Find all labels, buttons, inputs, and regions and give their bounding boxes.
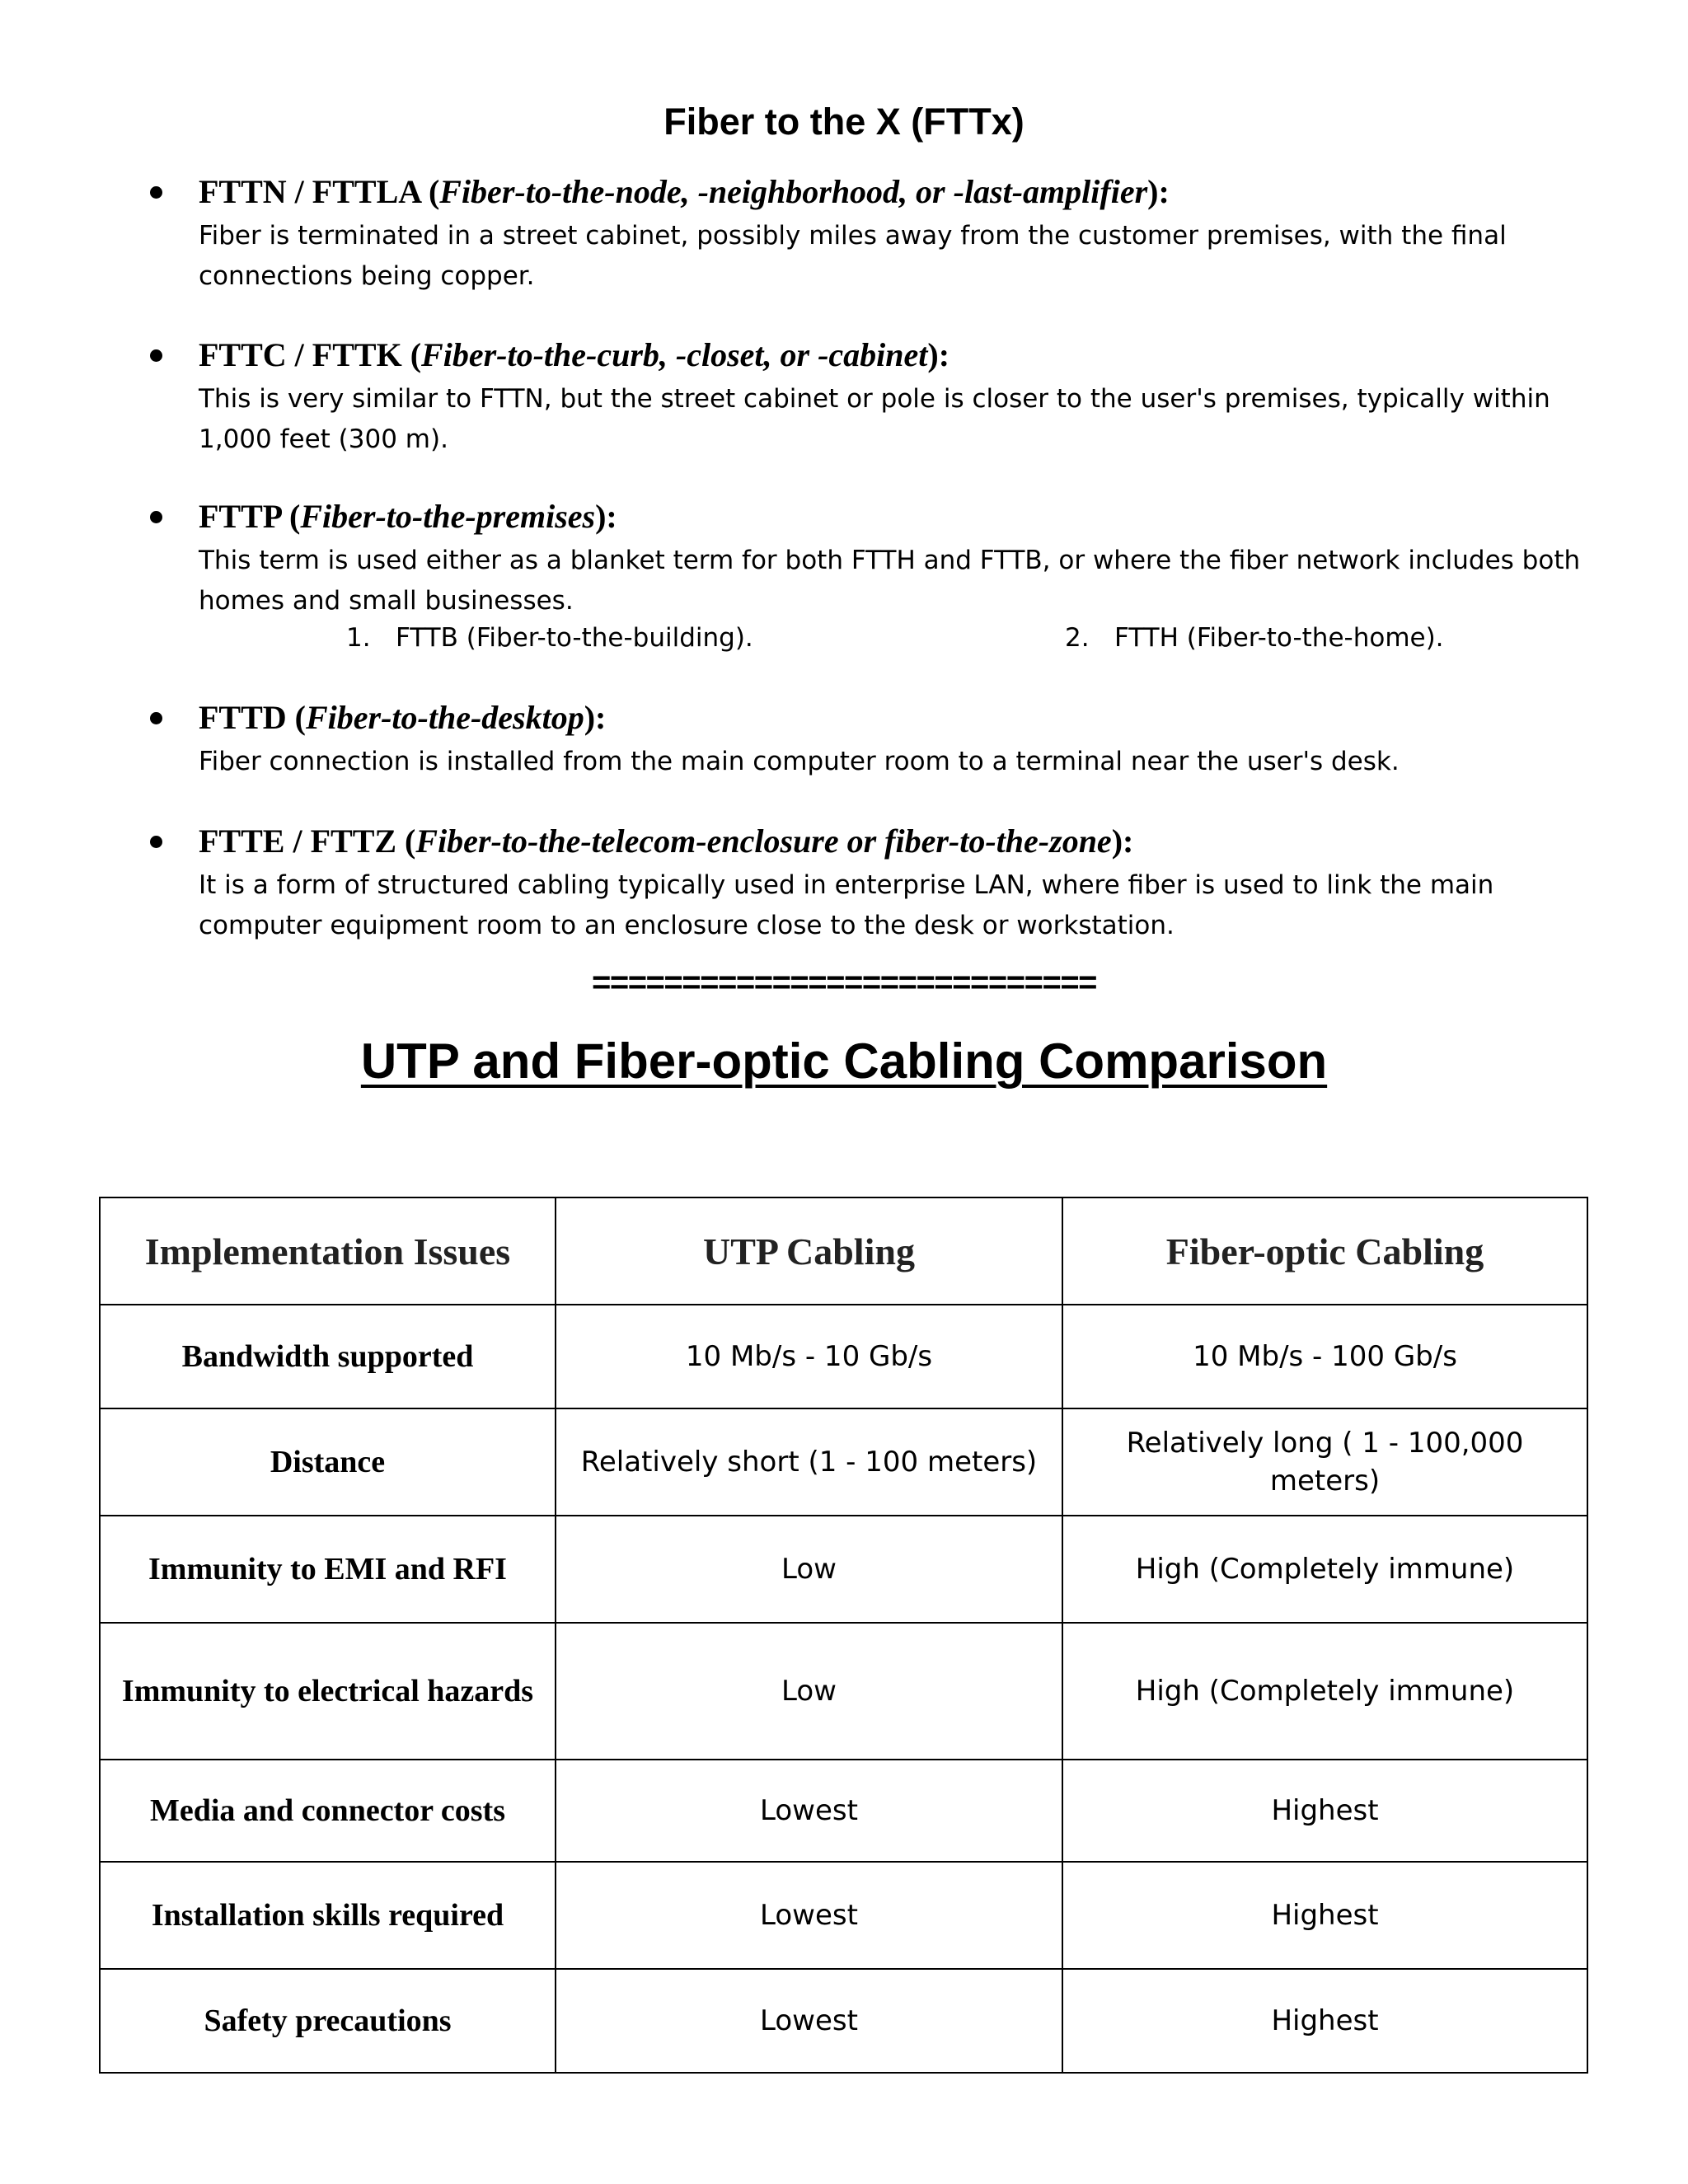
fiber-cell: Highest <box>1062 1862 1587 1969</box>
table-row <box>100 1408 1587 1516</box>
sub-item-number: 2. <box>1065 623 1090 653</box>
sub-list-item <box>1065 618 1444 658</box>
bullet-icon <box>150 712 162 724</box>
fiber-cell: 10 Mb/s - 100 Gb/s <box>1062 1305 1587 1408</box>
bullet-icon <box>150 349 162 362</box>
item-term: FTTE / FTTZ (Fiber-to-the-telecom-enclosure or fiber-to-the-zone): <box>199 823 1134 860</box>
utp-cell: Lowest <box>556 1969 1062 2073</box>
section-divider: ============================ <box>591 964 1097 1001</box>
table-row <box>100 1516 1587 1623</box>
issue-cell: Immunity to EMI and RFI <box>100 1516 556 1623</box>
column-header: UTP Cabling <box>556 1197 1062 1305</box>
item-term: FTTC / FTTK (Fiber-to-the-curb, -closet, or -cabinet): <box>199 336 950 373</box>
table-row <box>100 1862 1587 1969</box>
utp-cell: 10 Mb/s - 10 Gb/s <box>556 1305 1062 1408</box>
issue-cell: Installation skills required <box>100 1862 556 1969</box>
item-description: Fiber is terminated in a street cabinet, possibly miles away from the customer premises, with the final connections being copper. <box>199 221 1507 291</box>
fiber-cell: High (Completely immune) <box>1062 1516 1587 1623</box>
item-term: FTTD (Fiber-to-the-desktop): <box>199 699 607 736</box>
utp-cell: Lowest <box>556 1760 1062 1862</box>
sub-list-item <box>346 618 753 658</box>
fiber-cell: Highest <box>1062 1969 1587 2073</box>
table-row <box>100 1760 1587 1862</box>
item-description: This term is used either as a blanket term for both FTTH and FTTB, or where the fiber network includes both homes and small businesses. <box>199 546 1581 616</box>
issue-cell: Media and connector costs <box>100 1760 556 1862</box>
column-header: Implementation Issues <box>100 1197 556 1305</box>
item-description: It is a form of structured cabling typically used in enterprise LAN, where fiber is used to link the main computer equipment room to an enclosure close to the desk or workstation. <box>199 870 1494 940</box>
fiber-cell: Relatively long ( 1 - 100,000 meters) <box>1062 1408 1587 1516</box>
item-term: FTTN / FTTLA (Fiber-to-the-node, -neighborhood, or -last-amplifier): <box>199 173 1170 210</box>
bullet-icon <box>150 186 162 199</box>
bullet-icon <box>150 836 162 848</box>
table-row <box>100 1623 1587 1760</box>
sub-item-text: FTTB (Fiber-to-the-building). <box>396 623 753 653</box>
bullet-icon <box>150 511 162 523</box>
item-description: This is very similar to FTTN, but the street cabinet or pole is closer to the user's premises, typically within 1,000 feet (300 m). <box>199 384 1550 454</box>
utp-cell: Lowest <box>556 1862 1062 1969</box>
item-description: Fiber connection is installed from the main computer room to a terminal near the user's desk. <box>199 747 1400 776</box>
utp-cell: Low <box>556 1623 1062 1760</box>
fiber-cell: Highest <box>1062 1760 1587 1862</box>
page-title: Fiber to the X (FTTx) <box>663 101 1025 143</box>
issue-cell: Bandwidth supported <box>100 1305 556 1408</box>
fiber-cell: High (Completely immune) <box>1062 1623 1587 1760</box>
utp-cell: Low <box>556 1516 1062 1623</box>
sub-item-number: 1. <box>346 623 371 653</box>
item-term: FTTP (Fiber-to-the-premises): <box>199 498 617 535</box>
table-row <box>100 1969 1587 2073</box>
comparison-title: UTP and Fiber-optic Cabling Comparison <box>360 1033 1328 1089</box>
issue-cell: Safety precautions <box>100 1969 556 2073</box>
table-header-row <box>100 1197 1587 1305</box>
issue-cell: Immunity to electrical hazards <box>100 1623 556 1760</box>
column-header: Fiber-optic Cabling <box>1062 1197 1587 1305</box>
utp-cell: Relatively short (1 - 100 meters) <box>556 1408 1062 1516</box>
comparison-table <box>99 1197 1588 2074</box>
table-row <box>100 1305 1587 1408</box>
issue-cell: Distance <box>100 1408 556 1516</box>
sub-item-text: FTTH (Fiber-to-the-home). <box>1114 623 1444 653</box>
